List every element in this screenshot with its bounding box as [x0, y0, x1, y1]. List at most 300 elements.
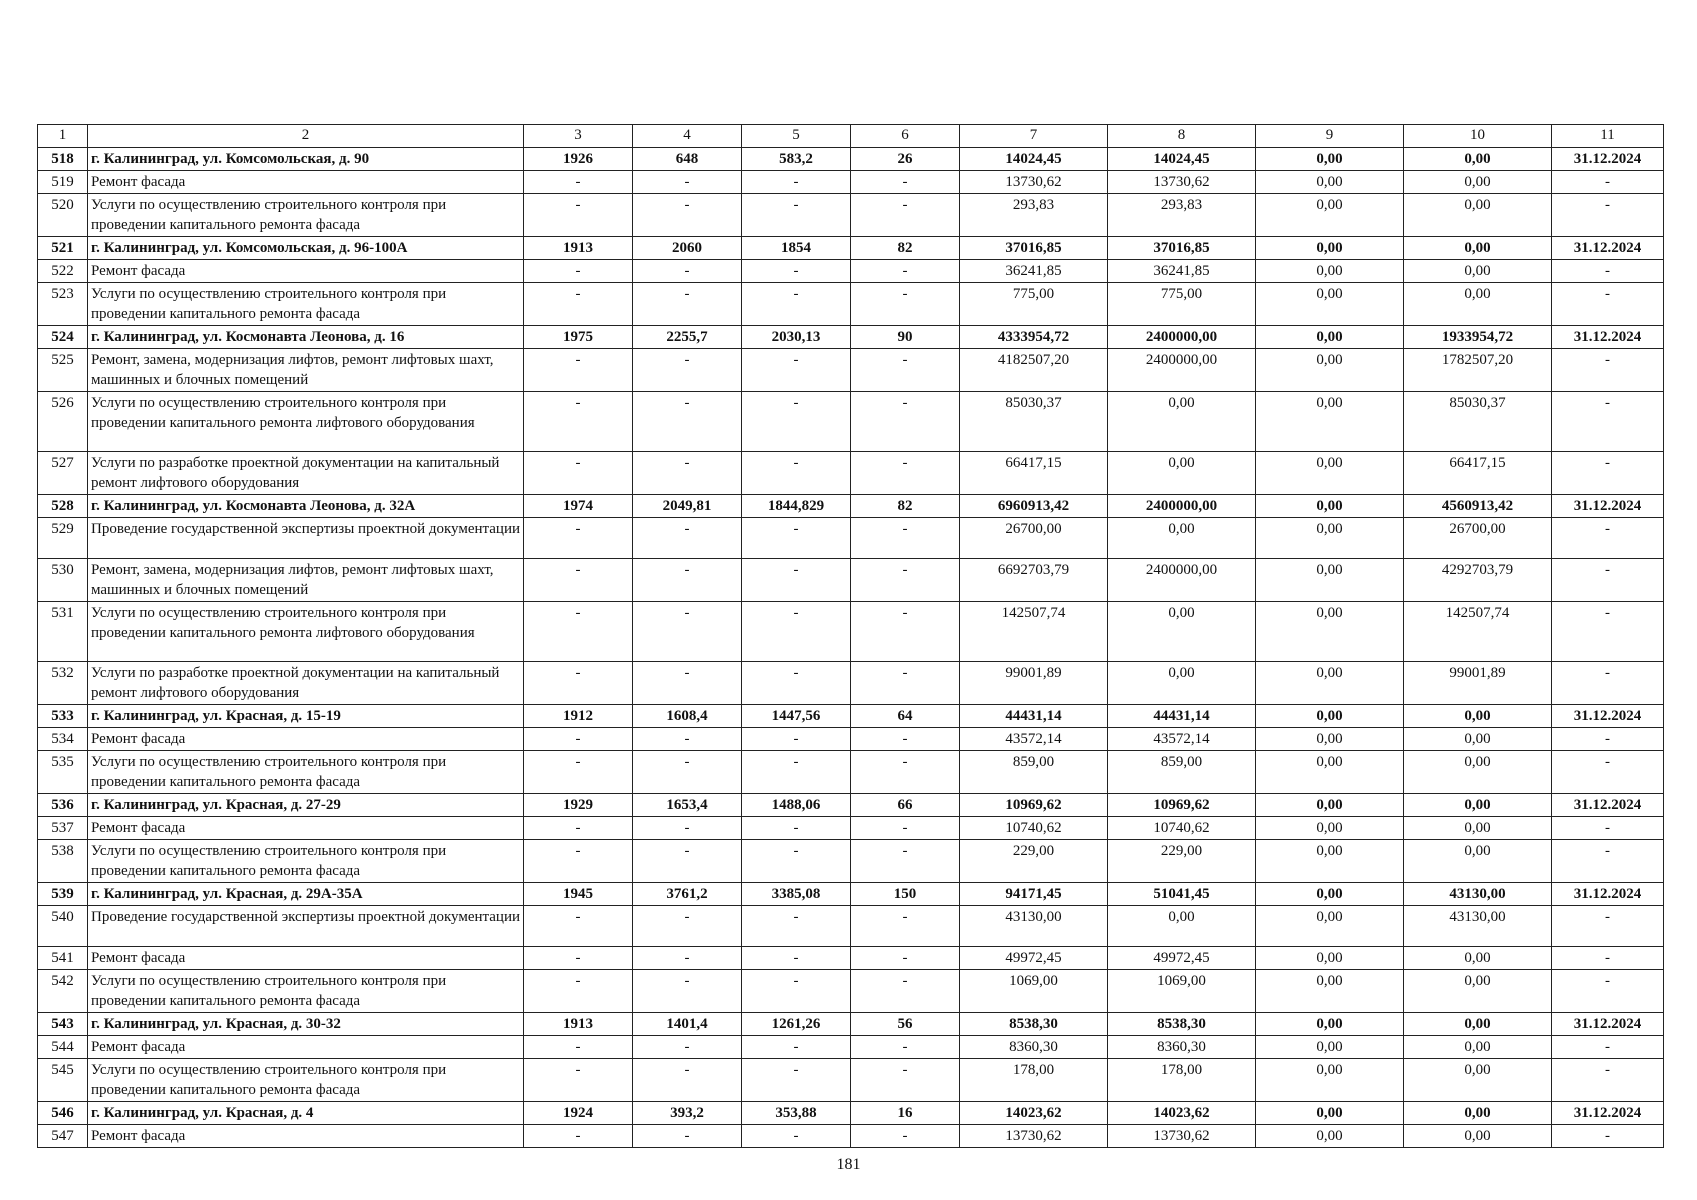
table-row — [38, 518, 1664, 559]
cell-completion-date: - — [1552, 1059, 1664, 1102]
cell-year-built: 1924 — [524, 1102, 633, 1125]
cell-living-area: - — [742, 171, 851, 194]
cell-completion-date: - — [1552, 392, 1664, 452]
cell-owners-cost: 0,00 — [1404, 728, 1552, 751]
cell-living-area: - — [742, 260, 851, 283]
cell-description: Услуги по разработке проектной документации на капитальный ремонт лифтового оборудования — [88, 452, 524, 495]
cell-total-cost: 99001,89 — [960, 662, 1108, 705]
cell-residents: - — [851, 452, 960, 495]
cell-budget-cost: 0,00 — [1256, 602, 1404, 662]
cell-description: г. Калининград, ул. Комсомольская, д. 96-100А — [88, 237, 524, 260]
cell-total-area: - — [633, 840, 742, 883]
cell-living-area: - — [742, 518, 851, 559]
table-row — [38, 662, 1664, 705]
cell-total-cost: 85030,37 — [960, 392, 1108, 452]
cell-total-cost: 859,00 — [960, 751, 1108, 794]
cell-total-cost: 37016,85 — [960, 237, 1108, 260]
cell-total-area: 393,2 — [633, 1102, 742, 1125]
cell-fund-cost: 10969,62 — [1108, 794, 1256, 817]
cell-owners-cost: 26700,00 — [1404, 518, 1552, 559]
cell-owners-cost: 0,00 — [1404, 194, 1552, 237]
cell-year-built: - — [524, 947, 633, 970]
cell-row-number: 525 — [38, 349, 88, 392]
cell-fund-cost: 13730,62 — [1108, 1125, 1256, 1148]
cell-completion-date: 31.12.2024 — [1552, 326, 1664, 349]
cell-total-cost: 6692703,79 — [960, 559, 1108, 602]
cell-description: Ремонт фасада — [88, 817, 524, 840]
cell-year-built: 1974 — [524, 495, 633, 518]
cell-budget-cost: 0,00 — [1256, 1102, 1404, 1125]
cell-completion-date: - — [1552, 452, 1664, 495]
cell-owners-cost: 99001,89 — [1404, 662, 1552, 705]
cell-residents: 82 — [851, 495, 960, 518]
table-row — [38, 817, 1664, 840]
table-row — [38, 392, 1664, 452]
cell-living-area: - — [742, 559, 851, 602]
cell-owners-cost: 0,00 — [1404, 1036, 1552, 1059]
cell-total-cost: 14023,62 — [960, 1102, 1108, 1125]
cell-residents: - — [851, 283, 960, 326]
cell-total-area: - — [633, 559, 742, 602]
table-row — [38, 794, 1664, 817]
cell-year-built: - — [524, 970, 633, 1013]
cell-total-area: - — [633, 602, 742, 662]
table-row — [38, 148, 1664, 171]
cell-residents: 66 — [851, 794, 960, 817]
table-row — [38, 602, 1664, 662]
table-row — [38, 840, 1664, 883]
cell-description: Ремонт фасада — [88, 260, 524, 283]
cell-description: Ремонт фасада — [88, 171, 524, 194]
cell-living-area: 1447,56 — [742, 705, 851, 728]
cell-budget-cost: 0,00 — [1256, 452, 1404, 495]
cell-year-built: 1913 — [524, 237, 633, 260]
cell-total-area: 1401,4 — [633, 1013, 742, 1036]
cell-row-number: 522 — [38, 260, 88, 283]
cell-fund-cost: 2400000,00 — [1108, 559, 1256, 602]
cell-year-built: - — [524, 392, 633, 452]
cell-description: Услуги по разработке проектной документации на капитальный ремонт лифтового оборудования — [88, 662, 524, 705]
cell-year-built: - — [524, 840, 633, 883]
cell-completion-date: - — [1552, 171, 1664, 194]
cell-description: Услуги по осуществлению строительного контроля при проведении капитального ремонта фасада — [88, 970, 524, 1013]
cell-living-area: 1844,829 — [742, 495, 851, 518]
page-number: 181 — [836, 1156, 861, 1173]
cell-owners-cost: 142507,74 — [1404, 602, 1552, 662]
cell-year-built: 1945 — [524, 883, 633, 906]
cell-total-area: - — [633, 906, 742, 947]
cell-completion-date: - — [1552, 947, 1664, 970]
cell-owners-cost: 1782507,20 — [1404, 349, 1552, 392]
cell-budget-cost: 0,00 — [1256, 794, 1404, 817]
table-row — [38, 237, 1664, 260]
cell-fund-cost: 13730,62 — [1108, 171, 1256, 194]
cell-completion-date: 31.12.2024 — [1552, 705, 1664, 728]
cell-year-built: - — [524, 751, 633, 794]
cell-residents: - — [851, 602, 960, 662]
cell-completion-date: - — [1552, 970, 1664, 1013]
cell-total-cost: 13730,62 — [960, 1125, 1108, 1148]
cell-living-area: - — [742, 906, 851, 947]
cell-total-cost: 1069,00 — [960, 970, 1108, 1013]
repair-program-table — [37, 124, 1664, 1148]
cell-completion-date: - — [1552, 817, 1664, 840]
cell-residents: - — [851, 1036, 960, 1059]
cell-row-number: 518 — [38, 148, 88, 171]
cell-owners-cost: 0,00 — [1404, 1013, 1552, 1036]
cell-total-cost: 43130,00 — [960, 906, 1108, 947]
cell-total-area: - — [633, 260, 742, 283]
cell-residents: - — [851, 840, 960, 883]
table-row — [38, 260, 1664, 283]
cell-year-built: 1929 — [524, 794, 633, 817]
cell-fund-cost: 229,00 — [1108, 840, 1256, 883]
cell-description: г. Калининград, ул. Красная, д. 4 — [88, 1102, 524, 1125]
cell-fund-cost: 51041,45 — [1108, 883, 1256, 906]
cell-completion-date: 31.12.2024 — [1552, 883, 1664, 906]
cell-total-area: - — [633, 518, 742, 559]
cell-description: Услуги по осуществлению строительного контроля при проведении капитального ремонта лифтового оборудования — [88, 602, 524, 662]
cell-year-built: 1912 — [524, 705, 633, 728]
cell-completion-date: - — [1552, 194, 1664, 237]
cell-year-built: - — [524, 1036, 633, 1059]
cell-owners-cost: 0,00 — [1404, 1059, 1552, 1102]
cell-budget-cost: 0,00 — [1256, 559, 1404, 602]
cell-residents: 82 — [851, 237, 960, 260]
cell-total-cost: 4333954,72 — [960, 326, 1108, 349]
cell-living-area: - — [742, 392, 851, 452]
cell-owners-cost: 43130,00 — [1404, 906, 1552, 947]
cell-year-built: - — [524, 260, 633, 283]
table-row — [38, 1125, 1664, 1148]
cell-owners-cost: 0,00 — [1404, 705, 1552, 728]
cell-fund-cost: 178,00 — [1108, 1059, 1256, 1102]
cell-owners-cost: 43130,00 — [1404, 883, 1552, 906]
cell-budget-cost: 0,00 — [1256, 326, 1404, 349]
cell-fund-cost: 0,00 — [1108, 602, 1256, 662]
cell-description: Ремонт, замена, модернизация лифтов, ремонт лифтовых шахт, машинных и блочных помещений — [88, 349, 524, 392]
cell-year-built: - — [524, 559, 633, 602]
cell-year-built: - — [524, 1059, 633, 1102]
cell-fund-cost: 8360,30 — [1108, 1036, 1256, 1059]
cell-budget-cost: 0,00 — [1256, 1059, 1404, 1102]
cell-living-area: 3385,08 — [742, 883, 851, 906]
cell-year-built: 1913 — [524, 1013, 633, 1036]
table-row — [38, 194, 1664, 237]
cell-total-area: 2255,7 — [633, 326, 742, 349]
cell-budget-cost: 0,00 — [1256, 1125, 1404, 1148]
cell-living-area: - — [742, 728, 851, 751]
cell-description: Ремонт фасада — [88, 1125, 524, 1148]
col-header-1: 1 — [38, 125, 88, 148]
cell-living-area: - — [742, 817, 851, 840]
cell-fund-cost: 0,00 — [1108, 452, 1256, 495]
cell-fund-cost: 0,00 — [1108, 392, 1256, 452]
cell-total-area: 2060 — [633, 237, 742, 260]
cell-residents: - — [851, 817, 960, 840]
cell-fund-cost: 2400000,00 — [1108, 349, 1256, 392]
cell-living-area: 353,88 — [742, 1102, 851, 1125]
cell-row-number: 532 — [38, 662, 88, 705]
cell-completion-date: - — [1552, 906, 1664, 947]
cell-owners-cost: 0,00 — [1404, 1125, 1552, 1148]
cell-budget-cost: 0,00 — [1256, 840, 1404, 883]
cell-completion-date: - — [1552, 602, 1664, 662]
cell-year-built: - — [524, 518, 633, 559]
cell-budget-cost: 0,00 — [1256, 283, 1404, 326]
cell-description: г. Калининград, ул. Красная, д. 30-32 — [88, 1013, 524, 1036]
cell-owners-cost: 85030,37 — [1404, 392, 1552, 452]
cell-owners-cost: 0,00 — [1404, 148, 1552, 171]
cell-completion-date: - — [1552, 283, 1664, 326]
cell-budget-cost: 0,00 — [1256, 1013, 1404, 1036]
cell-living-area: - — [742, 349, 851, 392]
cell-fund-cost: 0,00 — [1108, 662, 1256, 705]
cell-year-built: - — [524, 602, 633, 662]
cell-total-cost: 13730,62 — [960, 171, 1108, 194]
cell-residents: - — [851, 559, 960, 602]
table-row — [38, 495, 1664, 518]
cell-total-area: - — [633, 728, 742, 751]
cell-total-area: - — [633, 1036, 742, 1059]
cell-year-built: - — [524, 906, 633, 947]
cell-year-built: 1975 — [524, 326, 633, 349]
table-row — [38, 349, 1664, 392]
cell-completion-date: - — [1552, 728, 1664, 751]
cell-total-cost: 43572,14 — [960, 728, 1108, 751]
cell-completion-date: - — [1552, 349, 1664, 392]
cell-fund-cost: 43572,14 — [1108, 728, 1256, 751]
cell-residents: - — [851, 1125, 960, 1148]
cell-budget-cost: 0,00 — [1256, 392, 1404, 452]
cell-living-area: - — [742, 452, 851, 495]
cell-living-area: 1261,26 — [742, 1013, 851, 1036]
cell-row-number: 539 — [38, 883, 88, 906]
cell-residents: 16 — [851, 1102, 960, 1125]
table-row — [38, 906, 1664, 947]
cell-description: Услуги по осуществлению строительного контроля при проведении капитального ремонта фасада — [88, 1059, 524, 1102]
cell-living-area: - — [742, 602, 851, 662]
cell-budget-cost: 0,00 — [1256, 817, 1404, 840]
cell-owners-cost: 0,00 — [1404, 970, 1552, 1013]
col-header-10: 10 — [1404, 125, 1552, 148]
cell-fund-cost: 2400000,00 — [1108, 326, 1256, 349]
cell-residents: - — [851, 728, 960, 751]
cell-total-cost: 44431,14 — [960, 705, 1108, 728]
col-header-11: 11 — [1552, 125, 1664, 148]
cell-year-built: - — [524, 171, 633, 194]
cell-year-built: - — [524, 662, 633, 705]
cell-description: г. Калининград, ул. Космонавта Леонова, д. 32А — [88, 495, 524, 518]
cell-completion-date: 31.12.2024 — [1552, 1102, 1664, 1125]
cell-budget-cost: 0,00 — [1256, 237, 1404, 260]
table-body — [38, 148, 1664, 1148]
cell-residents: - — [851, 751, 960, 794]
cell-total-area: - — [633, 349, 742, 392]
cell-row-number: 534 — [38, 728, 88, 751]
cell-row-number: 535 — [38, 751, 88, 794]
cell-residents: 64 — [851, 705, 960, 728]
cell-total-cost: 36241,85 — [960, 260, 1108, 283]
cell-description: Услуги по осуществлению строительного контроля при проведении капитального ремонта лифтового оборудования — [88, 392, 524, 452]
cell-row-number: 526 — [38, 392, 88, 452]
cell-fund-cost: 8538,30 — [1108, 1013, 1256, 1036]
cell-row-number: 527 — [38, 452, 88, 495]
cell-budget-cost: 0,00 — [1256, 751, 1404, 794]
cell-fund-cost: 293,83 — [1108, 194, 1256, 237]
cell-completion-date: - — [1552, 260, 1664, 283]
cell-row-number: 538 — [38, 840, 88, 883]
cell-total-cost: 229,00 — [960, 840, 1108, 883]
cell-completion-date: - — [1552, 518, 1664, 559]
cell-living-area: - — [742, 194, 851, 237]
column-number-row — [38, 125, 1664, 148]
cell-budget-cost: 0,00 — [1256, 705, 1404, 728]
cell-completion-date: 31.12.2024 — [1552, 1013, 1664, 1036]
cell-total-area: - — [633, 194, 742, 237]
cell-total-area: - — [633, 817, 742, 840]
cell-row-number: 529 — [38, 518, 88, 559]
cell-total-cost: 49972,45 — [960, 947, 1108, 970]
cell-total-cost: 775,00 — [960, 283, 1108, 326]
cell-year-built: - — [524, 452, 633, 495]
cell-year-built: - — [524, 283, 633, 326]
cell-row-number: 547 — [38, 1125, 88, 1148]
table-row — [38, 283, 1664, 326]
cell-row-number: 531 — [38, 602, 88, 662]
cell-living-area: - — [742, 1059, 851, 1102]
cell-fund-cost: 0,00 — [1108, 906, 1256, 947]
cell-description: г. Калининград, ул. Красная, д. 27-29 — [88, 794, 524, 817]
cell-residents: - — [851, 947, 960, 970]
cell-completion-date: 31.12.2024 — [1552, 495, 1664, 518]
cell-owners-cost: 0,00 — [1404, 794, 1552, 817]
cell-budget-cost: 0,00 — [1256, 495, 1404, 518]
cell-row-number: 530 — [38, 559, 88, 602]
col-header-7: 7 — [960, 125, 1108, 148]
col-header-8: 8 — [1108, 125, 1256, 148]
table-row — [38, 1013, 1664, 1036]
cell-row-number: 540 — [38, 906, 88, 947]
table-row — [38, 947, 1664, 970]
cell-description: г. Калининград, ул. Красная, д. 15-19 — [88, 705, 524, 728]
cell-total-cost: 94171,45 — [960, 883, 1108, 906]
cell-fund-cost: 14024,45 — [1108, 148, 1256, 171]
cell-fund-cost: 10740,62 — [1108, 817, 1256, 840]
cell-living-area: - — [742, 1125, 851, 1148]
cell-budget-cost: 0,00 — [1256, 148, 1404, 171]
cell-description: Услуги по осуществлению строительного контроля при проведении капитального ремонта фасада — [88, 751, 524, 794]
cell-living-area: 2030,13 — [742, 326, 851, 349]
cell-fund-cost: 49972,45 — [1108, 947, 1256, 970]
cell-total-cost: 142507,74 — [960, 602, 1108, 662]
cell-row-number: 544 — [38, 1036, 88, 1059]
cell-residents: 90 — [851, 326, 960, 349]
cell-owners-cost: 0,00 — [1404, 283, 1552, 326]
cell-living-area: - — [742, 662, 851, 705]
cell-residents: 26 — [851, 148, 960, 171]
cell-residents: 56 — [851, 1013, 960, 1036]
cell-total-cost: 66417,15 — [960, 452, 1108, 495]
cell-residents: - — [851, 662, 960, 705]
cell-total-cost: 6960913,42 — [960, 495, 1108, 518]
cell-year-built: - — [524, 194, 633, 237]
cell-completion-date: - — [1552, 662, 1664, 705]
cell-total-cost: 4182507,20 — [960, 349, 1108, 392]
cell-owners-cost: 0,00 — [1404, 817, 1552, 840]
cell-row-number: 542 — [38, 970, 88, 1013]
cell-budget-cost: 0,00 — [1256, 171, 1404, 194]
cell-budget-cost: 0,00 — [1256, 728, 1404, 751]
cell-budget-cost: 0,00 — [1256, 1036, 1404, 1059]
cell-total-area: - — [633, 1059, 742, 1102]
cell-owners-cost: 0,00 — [1404, 1102, 1552, 1125]
cell-description: Услуги по осуществлению строительного контроля при проведении капитального ремонта фасада — [88, 840, 524, 883]
cell-budget-cost: 0,00 — [1256, 662, 1404, 705]
cell-residents: - — [851, 349, 960, 392]
cell-budget-cost: 0,00 — [1256, 906, 1404, 947]
cell-row-number: 519 — [38, 171, 88, 194]
cell-budget-cost: 0,00 — [1256, 947, 1404, 970]
cell-completion-date: - — [1552, 1125, 1664, 1148]
cell-row-number: 528 — [38, 495, 88, 518]
cell-living-area: 583,2 — [742, 148, 851, 171]
cell-residents: - — [851, 392, 960, 452]
cell-living-area: - — [742, 840, 851, 883]
cell-owners-cost: 0,00 — [1404, 840, 1552, 883]
table-row — [38, 1102, 1664, 1125]
cell-residents: - — [851, 171, 960, 194]
cell-total-area: 2049,81 — [633, 495, 742, 518]
table-row — [38, 970, 1664, 1013]
cell-fund-cost: 36241,85 — [1108, 260, 1256, 283]
cell-owners-cost: 0,00 — [1404, 751, 1552, 794]
cell-living-area: 1854 — [742, 237, 851, 260]
col-header-9: 9 — [1256, 125, 1404, 148]
cell-residents: - — [851, 1059, 960, 1102]
cell-row-number: 524 — [38, 326, 88, 349]
cell-description: Проведение государственной экспертизы проектной документации — [88, 518, 524, 559]
cell-budget-cost: 0,00 — [1256, 194, 1404, 237]
cell-description: Услуги по осуществлению строительного контроля при проведении капитального ремонта фасада — [88, 283, 524, 326]
cell-budget-cost: 0,00 — [1256, 349, 1404, 392]
cell-completion-date: 31.12.2024 — [1552, 794, 1664, 817]
table-row — [38, 171, 1664, 194]
cell-owners-cost: 0,00 — [1404, 171, 1552, 194]
cell-residents: - — [851, 906, 960, 947]
cell-fund-cost: 37016,85 — [1108, 237, 1256, 260]
cell-total-cost: 26700,00 — [960, 518, 1108, 559]
cell-total-cost: 178,00 — [960, 1059, 1108, 1102]
col-header-6: 6 — [851, 125, 960, 148]
cell-completion-date: - — [1552, 840, 1664, 883]
cell-living-area: - — [742, 1036, 851, 1059]
cell-budget-cost: 0,00 — [1256, 518, 1404, 559]
cell-budget-cost: 0,00 — [1256, 260, 1404, 283]
cell-fund-cost: 775,00 — [1108, 283, 1256, 326]
cell-row-number: 543 — [38, 1013, 88, 1036]
col-header-4: 4 — [633, 125, 742, 148]
cell-description: Ремонт, замена, модернизация лифтов, ремонт лифтовых шахт, машинных и блочных помещений — [88, 559, 524, 602]
cell-budget-cost: 0,00 — [1256, 883, 1404, 906]
cell-owners-cost: 66417,15 — [1404, 452, 1552, 495]
cell-completion-date: 31.12.2024 — [1552, 237, 1664, 260]
cell-total-cost: 10969,62 — [960, 794, 1108, 817]
cell-row-number: 533 — [38, 705, 88, 728]
cell-row-number: 523 — [38, 283, 88, 326]
cell-total-area: 1608,4 — [633, 705, 742, 728]
cell-row-number: 545 — [38, 1059, 88, 1102]
